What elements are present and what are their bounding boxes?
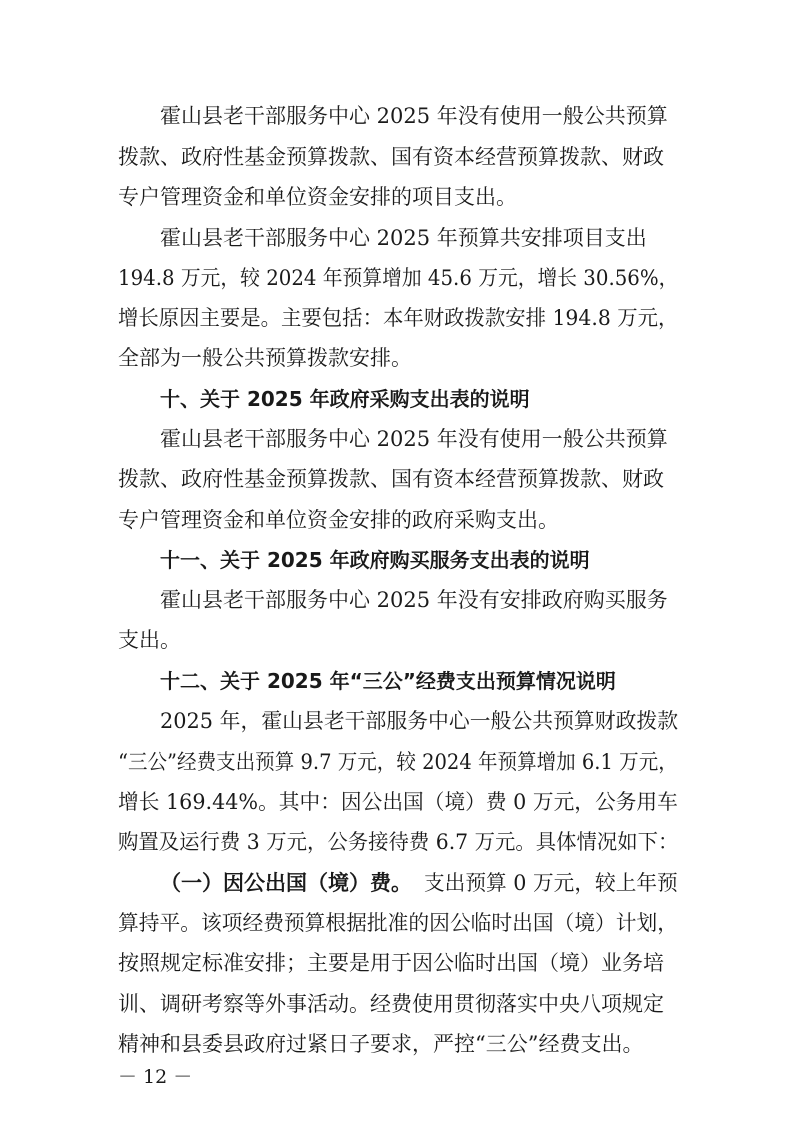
paragraph-line xyxy=(0,338,793,378)
page-number: － 12 － xyxy=(118,1066,193,1088)
text-line: 专户管理资金和单位资金安排的项目支出。 xyxy=(118,185,517,209)
paragraph-line xyxy=(0,863,793,903)
paragraph-line xyxy=(0,1024,793,1064)
paragraph-line xyxy=(0,96,793,136)
text-line: 全部为一般公共预算拨款安排。 xyxy=(118,346,412,370)
text-line: 算持平。该项经费预算根据批准的因公临时出国（境）计划， xyxy=(118,911,679,935)
paragraph-line xyxy=(0,459,793,499)
text-line: 专户管理资金和单位资金安排的政府采购支出。 xyxy=(118,508,559,532)
text-line: 拨款、政府性基金预算拨款、国有资本经营预算拨款、财政 xyxy=(118,145,664,169)
section-heading xyxy=(0,540,793,580)
text-line: 精神和县委县政府过紧日子要求，严控“三公”经费支出。 xyxy=(118,1032,644,1056)
paragraph-line xyxy=(0,822,793,862)
paragraph-line xyxy=(0,258,793,298)
paragraph-line xyxy=(0,943,793,983)
text-line: 支出预算 0 万元，较上年预 xyxy=(424,871,678,895)
text-line: 支出。 xyxy=(118,628,181,652)
heading-text: 十二、关于 2025 年“三公”经费支出预算情况说明 xyxy=(160,669,616,693)
text-line: 194.8 万元，较 2024 年预算增加 45.6 万元，增长 30.56%， xyxy=(118,266,679,290)
paragraph-line xyxy=(0,984,793,1024)
section-heading xyxy=(0,379,793,419)
paragraph-line xyxy=(0,419,793,459)
paragraph-line xyxy=(0,903,793,943)
heading-text: 十、关于 2025 年政府采购支出表的说明 xyxy=(160,387,530,411)
text-line: 增长 169.44%。其中：因公出国（境）费 0 万元，公务用车 xyxy=(118,790,678,814)
paragraph-line xyxy=(0,298,793,338)
text-line: 购置及运行费 3 万元，公务接待费 6.7 万元。具体情况如下： xyxy=(118,830,679,854)
paragraph-line xyxy=(0,500,793,540)
paragraph-line xyxy=(0,137,793,177)
paragraph-line xyxy=(0,580,793,620)
text-line: 增长原因主要是。主要包括：本年财政拨款安排 194.8 万元， xyxy=(118,306,679,330)
subsection-title: （一）因公出国（境）费。 xyxy=(160,871,412,895)
text-line: 霍山县老干部服务中心 2025 年没有使用一般公共预算 xyxy=(160,104,668,128)
text-line: 霍山县老干部服务中心 2025 年预算共安排项目支出 xyxy=(160,226,647,250)
heading-text: 十一、关于 2025 年政府购买服务支出表的说明 xyxy=(160,548,590,572)
paragraph-line xyxy=(0,620,793,660)
paragraph-line xyxy=(0,218,793,258)
text-line: 训、调研考察等外事活动。经费使用贯彻落实中央八项规定 xyxy=(118,992,664,1016)
paragraph-line xyxy=(0,742,793,782)
text-line: 霍山县老干部服务中心 2025 年没有安排政府购买服务 xyxy=(160,588,668,612)
text-line: 2025 年，霍山县老干部服务中心一般公共预算财政拨款 xyxy=(160,709,679,733)
text-line: 霍山县老干部服务中心 2025 年没有使用一般公共预算 xyxy=(160,427,668,451)
text-line: 拨款、政府性基金预算拨款、国有资本经营预算拨款、财政 xyxy=(118,467,664,491)
section-heading xyxy=(0,661,793,701)
text-line: 按照规定标准安排；主要是用于因公临时出国（境）业务培 xyxy=(118,951,664,975)
paragraph-line xyxy=(0,701,793,741)
text-line: “三公”经费支出预算 9.7 万元，较 2024 年预算增加 6.1 万元， xyxy=(118,750,678,774)
paragraph-line xyxy=(0,782,793,822)
paragraph-line xyxy=(0,177,793,217)
